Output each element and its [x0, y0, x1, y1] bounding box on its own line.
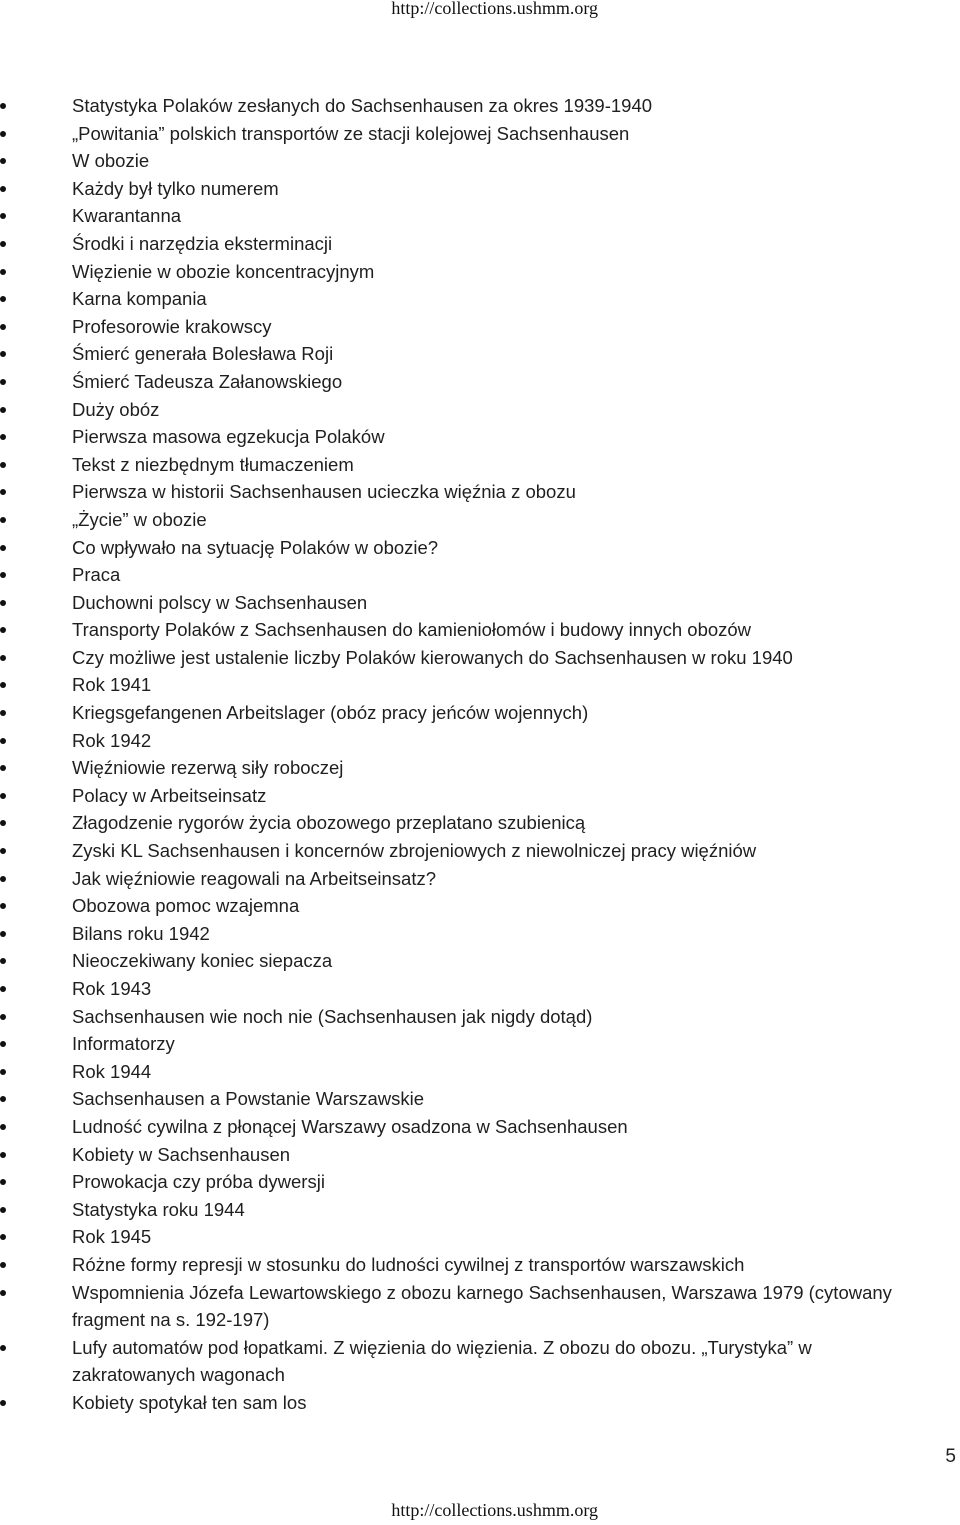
- toc-item: [0, 892, 940, 920]
- bullet-icon: [0, 434, 6, 440]
- toc-item: [0, 809, 940, 837]
- toc-item-text: „Powitania” polskich transportów ze stacji kolejowej Sachsenhausen: [72, 122, 630, 144]
- bullet-icon: [0, 572, 6, 578]
- toc-item-text: W obozie: [72, 150, 150, 172]
- toc-item-text: Zyski KL Sachsenhausen i koncernów zbrojeniowych z niewolniczej pracy więźniów: [72, 840, 757, 862]
- toc-item: [0, 423, 940, 451]
- bullet-icon: [0, 545, 6, 551]
- toc-item-text: Środki i narzędzia eksterminacji: [72, 232, 333, 254]
- bullet-icon: [0, 1290, 6, 1296]
- bullet-icon: [0, 296, 6, 302]
- toc-item: [0, 920, 940, 948]
- toc-item-text: Informatorzy: [72, 1033, 175, 1055]
- toc-item: [0, 1168, 940, 1196]
- bullet-icon: [0, 103, 6, 109]
- bullet-icon: [0, 1179, 6, 1185]
- toc-item-text: Kwarantanna: [72, 205, 182, 227]
- toc-item-text: Duży obóz: [72, 398, 160, 420]
- toc-item: [0, 947, 940, 975]
- toc-item: [0, 782, 940, 810]
- toc-item: [0, 230, 940, 258]
- bullet-icon: [0, 213, 6, 219]
- bullet-icon: [0, 407, 6, 413]
- toc-item: [0, 1279, 940, 1334]
- bullet-icon: [0, 1096, 6, 1102]
- toc-item-text: Prowokacja czy próba dywersji: [72, 1171, 325, 1193]
- bullet-icon: [0, 903, 6, 909]
- toc-item: [0, 1003, 940, 1031]
- toc-item: [0, 340, 940, 368]
- toc-item: [0, 258, 940, 286]
- bullet-icon: [0, 765, 6, 771]
- toc-item-text: „Życie” w obozie: [72, 508, 207, 530]
- toc-item: [0, 202, 940, 230]
- toc-item-text: Więźniowie rezerwą siły roboczej: [72, 757, 344, 779]
- toc-item: [0, 671, 940, 699]
- toc-item-text: Rok 1941: [72, 674, 152, 696]
- toc-item: [0, 1251, 940, 1279]
- toc-item-text: Kobiety spotykał ten sam los: [72, 1391, 307, 1413]
- toc-item: [0, 1196, 940, 1224]
- bullet-icon: [0, 269, 6, 275]
- bullet-icon: [0, 351, 6, 357]
- toc-item-text: Karna kompania: [72, 288, 207, 310]
- toc-item-text: Sachsenhausen a Powstanie Warszawskie: [72, 1088, 425, 1110]
- toc-item-text: Czy możliwe jest ustalenie liczby Polaków kierowanych do Sachsenhausen w roku 1940: [72, 646, 793, 668]
- toc-item: [0, 727, 940, 755]
- toc-item-text: Polacy w Arbeitseinsatz: [72, 784, 267, 806]
- bullet-icon: [0, 462, 6, 468]
- toc-item-text: Duchowni polscy w Sachsenhausen: [72, 591, 368, 613]
- toc-item: [0, 975, 940, 1003]
- bullet-icon: [0, 710, 6, 716]
- bullet-icon: [0, 1152, 6, 1158]
- bullet-icon: [0, 1345, 6, 1351]
- toc-item: [0, 1334, 940, 1389]
- toc-item-text: Pierwsza w historii Sachsenhausen ucieczka więźnia z obozu: [72, 481, 576, 503]
- toc-item: [0, 120, 940, 148]
- bullet-icon: [0, 848, 6, 854]
- toc-item: [0, 1389, 940, 1417]
- toc-item-text: Nieoczekiwany koniec siepacza: [72, 950, 333, 972]
- toc-item: [0, 506, 940, 534]
- toc-item: [0, 534, 940, 562]
- bullet-icon: [0, 600, 6, 606]
- bullet-icon: [0, 324, 6, 330]
- toc-item: [0, 754, 940, 782]
- toc-item-text: Różne formy represji w stosunku do ludności cywilnej z transportów warszawskich: [72, 1253, 745, 1275]
- toc-item: [0, 175, 940, 203]
- toc-item-text: Złagodzenie rygorów życia obozowego przeplatano szubienicą: [72, 812, 586, 834]
- toc-item: [0, 644, 940, 672]
- bullet-icon: [0, 986, 6, 992]
- toc-item: [0, 699, 940, 727]
- toc-item-text: Statystyka Polaków zesłanych do Sachsenhausen za okres 1939-1940: [72, 95, 653, 116]
- bullet-icon: [0, 186, 6, 192]
- toc-item-text: Sachsenhausen wie noch nie (Sachsenhausen jak nigdy dotąd): [72, 1005, 593, 1027]
- bullet-icon: [0, 517, 6, 523]
- header-url: http://collections.ushmm.org: [391, 0, 598, 18]
- toc-item-text: Śmierć generała Bolesława Roji: [72, 343, 334, 365]
- toc-item-text: Co wpływało na sytuację Polaków w obozie?: [72, 536, 439, 558]
- bullet-icon: [0, 1400, 6, 1406]
- bullet-icon: [0, 876, 6, 882]
- toc-item: [0, 1141, 940, 1169]
- bullet-icon: [0, 820, 6, 826]
- toc-item-text: Pierwsza masowa egzekucja Polaków: [72, 426, 385, 448]
- toc-item: [0, 865, 940, 893]
- bullet-icon: [0, 379, 6, 385]
- toc-list: [0, 92, 940, 1417]
- bullet-icon: [0, 627, 6, 633]
- toc-item: [0, 1085, 940, 1113]
- bullet-icon: [0, 241, 6, 247]
- bullet-icon: [0, 738, 6, 744]
- toc-item-text: Rok 1942: [72, 729, 152, 751]
- bullet-icon: [0, 958, 6, 964]
- page-number: 5: [945, 1446, 956, 1467]
- toc-item: [0, 147, 940, 175]
- toc-item-text: Statystyka roku 1944: [72, 1198, 245, 1220]
- bullet-icon: [0, 1069, 6, 1075]
- toc-item: [0, 368, 940, 396]
- bullet-icon: [0, 1041, 6, 1047]
- toc-item-text: Wspomnienia Józefa Lewartowskiego z obozu karnego Sachsenhausen, Warszawa 1979 (cytowany fragment na s. 192-197): [72, 1281, 892, 1331]
- toc-item-text: Rok 1945: [72, 1226, 152, 1248]
- toc-item-text: Kriegsgefangenen Arbeitslager (obóz pracy jeńców wojennych): [72, 702, 589, 724]
- bullet-icon: [0, 489, 6, 495]
- bullet-icon: [0, 158, 6, 164]
- bullet-icon: [0, 1014, 6, 1020]
- toc-item-text: Śmierć Tadeusza Załanowskiego: [72, 370, 343, 392]
- footer-url: http://collections.ushmm.org: [391, 1500, 598, 1520]
- bullet-icon: [0, 793, 6, 799]
- toc-item: [0, 478, 940, 506]
- bullet-icon: [0, 655, 6, 661]
- bullet-icon: [0, 931, 6, 937]
- bullet-icon: [0, 682, 6, 688]
- toc-item: [0, 396, 940, 424]
- toc-item-text: Rok 1944: [72, 1060, 152, 1082]
- toc-item-text: Każdy był tylko numerem: [72, 177, 279, 199]
- toc-item-text: Transporty Polaków z Sachsenhausen do kamieniołomów i budowy innych obozów: [72, 619, 752, 641]
- toc-item: [0, 837, 940, 865]
- bullet-icon: [0, 1234, 6, 1240]
- toc-item-text: Jak więźniowie reagowali na Arbeitseinsatz?: [72, 867, 437, 889]
- toc-item-text: Tekst z niezbędnym tłumaczeniem: [72, 453, 354, 475]
- toc-item-text: Więzienie w obozie koncentracyjnym: [72, 260, 375, 282]
- toc-item-text: Lufy automatów pod łopatkami. Z więzienia do więzienia. Z obozu do obozu. „Turystyka” w zakratowanych wagonach: [72, 1336, 812, 1386]
- toc-item: [0, 285, 940, 313]
- toc-item: [0, 313, 940, 341]
- toc-item: [0, 451, 940, 479]
- toc-item-text: Rok 1943: [72, 978, 152, 999]
- toc-item: [0, 1223, 940, 1251]
- toc-item: [0, 589, 940, 617]
- bullet-icon: [0, 1207, 6, 1213]
- toc-item: [0, 561, 940, 589]
- toc-item-text: Praca: [72, 564, 121, 586]
- toc-item: [0, 1030, 940, 1058]
- bullet-icon: [0, 1262, 6, 1268]
- toc-item: [0, 1058, 940, 1086]
- bullet-icon: [0, 1124, 6, 1130]
- toc-item: [0, 92, 940, 120]
- toc-item: [0, 1113, 940, 1141]
- toc-item-text: Kobiety w Sachsenhausen: [72, 1143, 291, 1165]
- toc-item-text: Ludność cywilna z płonącej Warszawy osadzona w Sachsenhausen: [72, 1115, 628, 1137]
- toc-item: [0, 616, 940, 644]
- toc-item-text: Profesorowie krakowscy: [72, 315, 272, 337]
- toc-item-text: Obozowa pomoc wzajemna: [72, 895, 300, 917]
- bullet-icon: [0, 131, 6, 137]
- toc-item-text: Bilans roku 1942: [72, 922, 210, 944]
